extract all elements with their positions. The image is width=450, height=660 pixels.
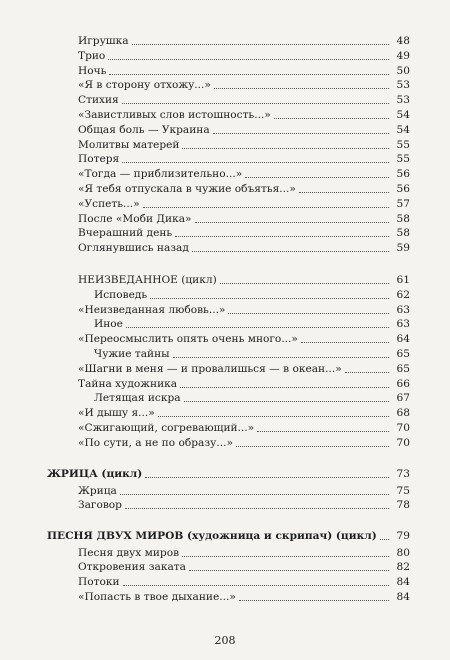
toc-entry-page: 54 [396, 109, 410, 121]
toc-entry-title: Потоки [78, 576, 120, 589]
toc-entry-title: Вчерашний день [78, 227, 173, 240]
toc-cycle-title: НЕИЗВЕДАННОЕ (цикл) [78, 274, 217, 286]
toc-entry [78, 482, 410, 498]
toc-entry-page: 53 [396, 79, 410, 92]
toc-entry-page: 50 [396, 64, 410, 77]
toc-entry [78, 165, 410, 181]
toc-entry-page: 65 [396, 348, 410, 360]
toc-entry [78, 136, 410, 152]
toc-entry [94, 286, 410, 302]
toc-entry-title: Песня двух миров [78, 546, 180, 559]
toc-entry [78, 150, 410, 166]
toc-entry-page: 84 [396, 591, 410, 603]
toc-entry-title: Откровения заката [78, 561, 186, 574]
toc-entry-title: «И дышу я...» [78, 407, 155, 420]
toc-entry-page: 62 [396, 288, 410, 301]
toc-entry [78, 180, 410, 196]
toc-entry [78, 588, 410, 604]
toc-entry-page: 75 [396, 484, 410, 497]
toc-entry-title: «Я в сторону отхожу...» [78, 79, 211, 92]
toc-entry-page: 79 [396, 530, 410, 542]
toc-cycle-title: ПЕСНЯ ДВУХ МИРОВ (художница и скрипач) (цикл) [47, 530, 377, 542]
toc-entry-title: «Переосмыслить опять очень много...» [78, 333, 298, 346]
toc-entry [78, 91, 410, 107]
toc-entry-page: 59 [396, 242, 410, 255]
toc-entry-title: Трио [78, 49, 106, 62]
toc-entry-title: «По сути, а не по образу...» [78, 436, 233, 449]
toc-entry [78, 301, 410, 317]
toc-entry-page: 53 [396, 94, 410, 107]
toc-entry-title: «Шагни в меня — и провалишься — в океан...» [78, 362, 342, 375]
toc-entry [78, 106, 410, 122]
toc-entry-page: 70 [396, 422, 410, 434]
toc-entry-title: Молитвы матерей [78, 138, 180, 151]
toc-entry-page: 66 [396, 377, 410, 390]
toc-entry-title: Игрушка [78, 35, 129, 47]
toc-cycle-title: ЖРИЦА (цикл) [47, 468, 143, 480]
toc-entry-page: 61 [396, 274, 410, 286]
toc-entry [78, 544, 410, 560]
toc-entry-page: 84 [396, 576, 410, 589]
toc-entry-title: «Сжигающий, согревающий...» [78, 422, 255, 434]
toc-entry-page: 67 [396, 392, 410, 405]
toc-entry-page: 68 [396, 407, 410, 420]
toc-entry [78, 573, 410, 589]
toc-entry-page: 57 [396, 197, 410, 210]
toc-entry [78, 239, 410, 255]
toc-entry [94, 345, 410, 361]
toc-entry-page: 63 [396, 303, 410, 316]
toc-entry-title: «Я тебя отпускала в чужие объятья...» [78, 183, 296, 195]
toc-entry-title: «Успеть...» [78, 197, 140, 210]
toc-cycle-heading [78, 271, 410, 287]
toc-entry-page: 58 [396, 227, 410, 240]
toc-entry-title: Заговор [78, 499, 122, 512]
toc-entry-page: 49 [396, 49, 410, 62]
toc-entry [78, 360, 410, 376]
toc-entry-title: После «Моби Дика» [78, 212, 192, 225]
toc-entry-title: Оглянувшись назад [78, 242, 189, 255]
toc-entry-page: 78 [396, 499, 410, 512]
toc-entry [78, 224, 410, 240]
toc-entry-title: Потеря [78, 153, 120, 166]
toc-entry-title: Общая боль — Украина [78, 123, 210, 136]
toc-entry-title: Стихия [78, 94, 119, 107]
toc-entry [94, 389, 410, 405]
toc-entry-page: 63 [396, 318, 410, 331]
toc-entry-page: 65 [396, 362, 410, 375]
toc-entry-page: 56 [396, 183, 410, 195]
toc-entry [78, 434, 410, 450]
toc-entry [78, 195, 410, 211]
toc-entry [78, 76, 410, 92]
toc-entry [78, 375, 410, 391]
toc-entry-page: 80 [396, 546, 410, 559]
toc-entry-title: Исповедь [94, 288, 148, 301]
toc-entry-title: Ночь [78, 64, 107, 77]
toc-entry-page: 48 [396, 35, 410, 47]
toc-entry-title: Иное [94, 318, 123, 331]
toc-entry-title: «Неизведанная любовь...» [78, 303, 226, 316]
toc-entry-page: 58 [396, 212, 410, 225]
toc-entry [78, 496, 410, 512]
toc-entry [78, 330, 410, 346]
toc-entry-title: Жрица [78, 484, 117, 497]
toc-entry-page: 70 [396, 436, 410, 449]
toc-entry [78, 32, 410, 48]
toc-entry [78, 419, 410, 435]
toc-entry-title: Тайна художника [78, 377, 178, 390]
toc-entry [78, 404, 410, 420]
toc-entry-title: Летящая искра [94, 392, 181, 405]
toc-entry-page: 55 [396, 153, 410, 166]
toc-entry-page: 56 [396, 168, 410, 181]
toc-entry-page: 54 [396, 123, 410, 136]
page-number: 208 [214, 634, 236, 647]
toc-entry [94, 315, 410, 331]
toc-entry-page: 82 [396, 561, 410, 574]
toc-entry-title: «Тогда — приблизительно...» [78, 168, 243, 181]
toc-entry-title: «Завистливых слов истошность...» [78, 109, 271, 121]
toc-entry-title: «Попасть в твое дыхание...» [78, 591, 236, 603]
toc-entry [78, 121, 410, 137]
toc-cycle-heading [47, 465, 410, 481]
toc-entry-page: 64 [396, 333, 410, 346]
toc-entry [78, 62, 410, 78]
toc-entry-title: Чужие тайны [94, 348, 170, 360]
toc-entry-page: 73 [396, 468, 410, 480]
toc-entry-page: 55 [396, 138, 410, 151]
toc-entry [78, 558, 410, 574]
toc-entry [78, 210, 410, 226]
toc-entry [78, 47, 410, 63]
toc-cycle-heading [47, 527, 410, 543]
